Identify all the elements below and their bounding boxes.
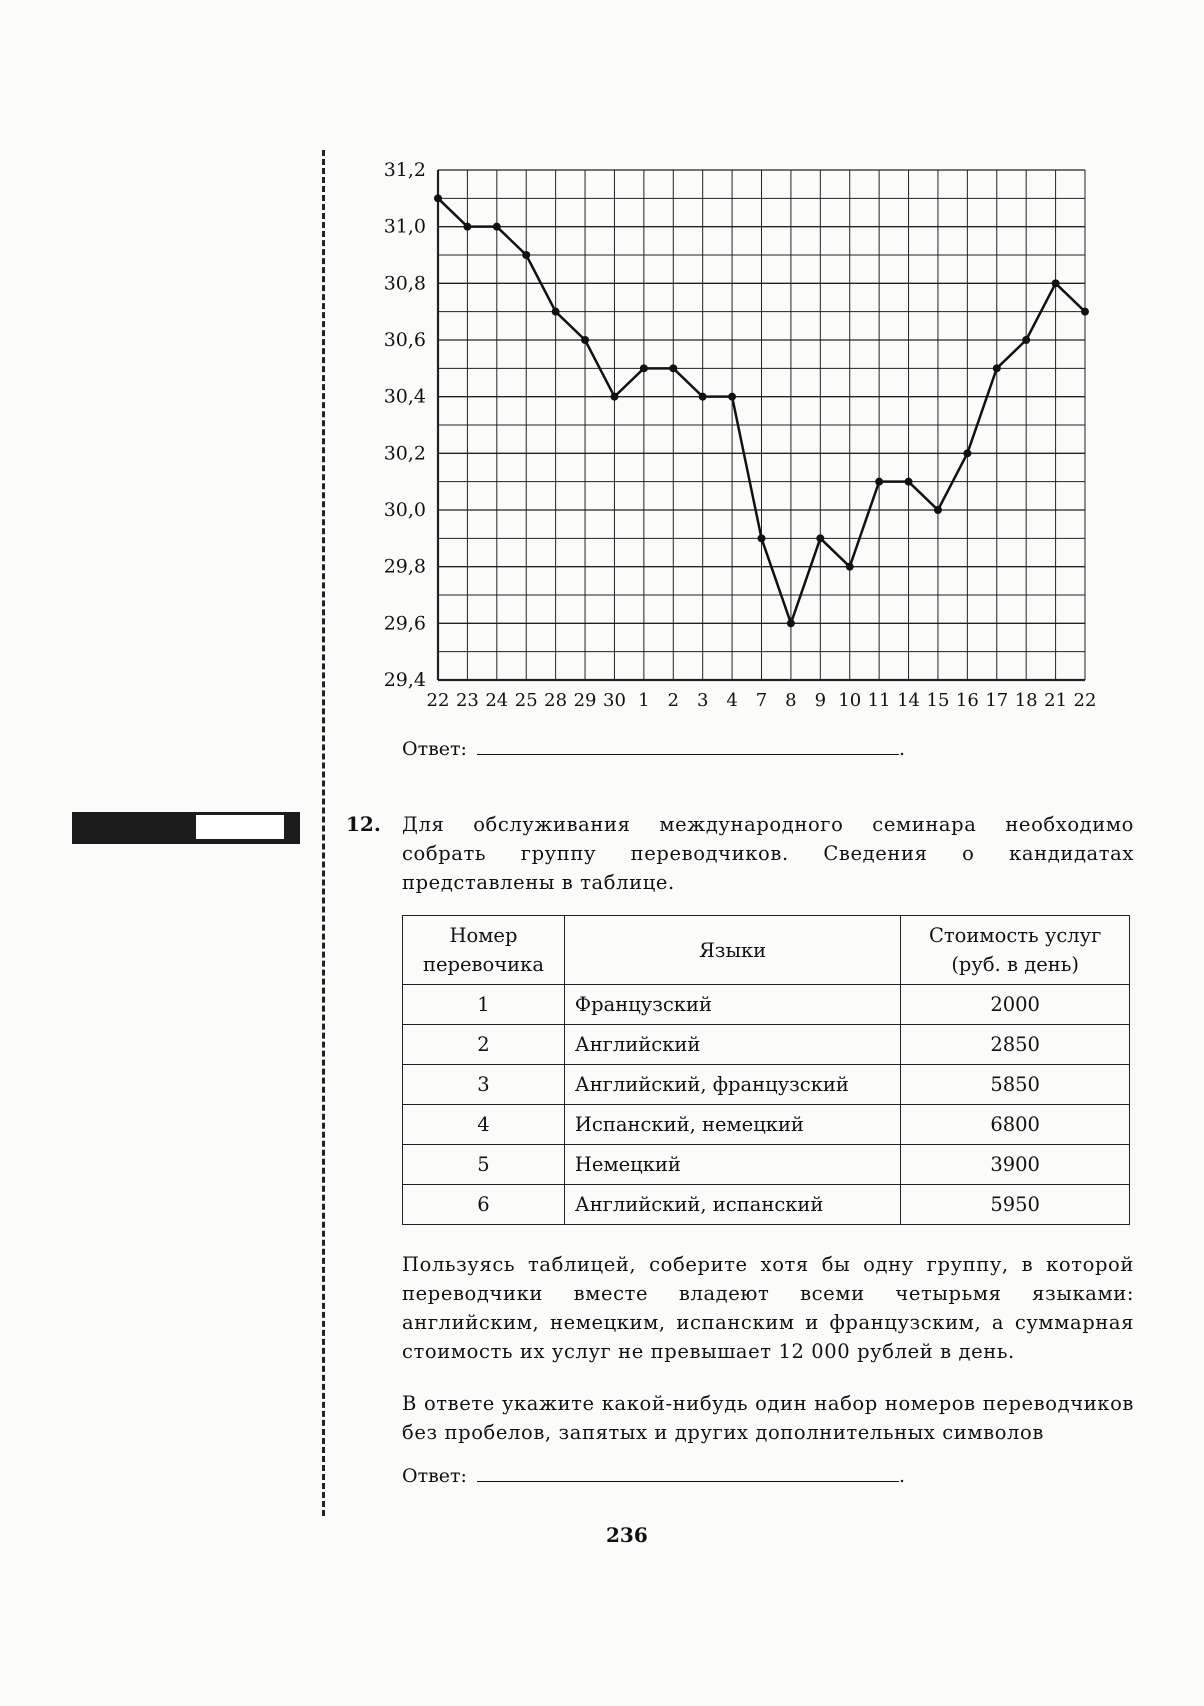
cell-number: 3	[403, 1065, 565, 1105]
table-row	[403, 1145, 1130, 1185]
cell-number: 6	[403, 1185, 565, 1225]
line-chart	[360, 148, 1120, 718]
x-tick-label: 1	[638, 690, 650, 711]
data-point	[699, 393, 707, 401]
table-row	[403, 1065, 1130, 1105]
x-tick-label: 18	[1014, 690, 1038, 711]
cell-cost: 5950	[901, 1185, 1130, 1225]
cell-languages: Английский, французский	[564, 1065, 900, 1105]
data-point	[905, 478, 913, 486]
data-point	[463, 223, 471, 231]
data-point	[1022, 336, 1030, 344]
data-point	[816, 534, 824, 542]
data-point	[1081, 308, 1089, 316]
x-tick-label: 17	[985, 690, 1009, 711]
x-tick-label: 30	[603, 690, 626, 711]
data-point	[875, 478, 883, 486]
y-tick-label: 30,0	[383, 499, 426, 521]
y-tick-label: 30,8	[383, 272, 426, 295]
x-tick-label: 7	[755, 690, 768, 711]
cell-languages: Немецкий	[564, 1145, 900, 1185]
x-tick-label: 4	[726, 690, 738, 711]
cell-number: 1	[403, 985, 565, 1025]
cell-languages: Испанский, немецкий	[564, 1105, 900, 1145]
x-tick-label: 29	[573, 690, 597, 711]
y-tick-label: 31,0	[383, 215, 426, 238]
chart-answer-label: Ответ:	[402, 738, 467, 760]
x-tick-label: 2	[667, 690, 679, 711]
header-number: Номер перевочика	[403, 916, 565, 985]
question-answer-label: Ответ:	[402, 1465, 467, 1487]
x-tick-label: 28	[544, 690, 568, 711]
x-tick-label: 23	[455, 690, 479, 711]
x-tick-label: 11	[867, 690, 891, 711]
cell-cost: 5850	[901, 1065, 1130, 1105]
x-tick-label: 16	[955, 690, 979, 711]
y-tick-label: 31,2	[383, 159, 426, 181]
question-intro: Для обслуживания международного семинара необходимо собрать группу переводчиков. Сведения о кандидатах представлены в таблице.	[402, 813, 1134, 894]
chart-grid	[438, 170, 1085, 680]
cell-languages: Французский	[564, 985, 900, 1025]
chart-x-ticks	[427, 690, 1097, 711]
cell-number: 4	[403, 1105, 565, 1145]
y-tick-label: 30,2	[383, 442, 426, 465]
y-tick-label: 29,4	[383, 669, 426, 691]
x-tick-label: 3	[696, 690, 709, 711]
question-answer-input[interactable]	[477, 1463, 899, 1482]
table-row	[403, 985, 1130, 1025]
data-point	[787, 619, 795, 627]
y-tick-label: 29,6	[383, 612, 426, 635]
cell-cost: 3900	[901, 1145, 1130, 1185]
x-tick-label: 9	[814, 690, 827, 711]
table-row	[403, 1185, 1130, 1225]
question-answer-end: .	[898, 1465, 905, 1487]
data-point	[493, 223, 501, 231]
data-point	[963, 449, 971, 457]
table-row	[403, 1105, 1130, 1145]
x-tick-label: 22	[1073, 690, 1097, 711]
data-point	[846, 563, 854, 571]
page-number: 236	[606, 1523, 648, 1547]
data-point	[434, 194, 442, 202]
header-cost: Стоимость услуг (руб. в день)	[901, 916, 1130, 985]
x-tick-label: 14	[897, 690, 920, 711]
x-tick-label: 22	[426, 690, 450, 711]
data-point	[669, 364, 677, 372]
cell-number: 5	[403, 1145, 565, 1185]
x-tick-label: 24	[485, 690, 509, 711]
cut-line	[322, 150, 325, 1516]
question-answer-row	[402, 1463, 905, 1487]
cell-cost: 2850	[901, 1025, 1130, 1065]
cell-languages: Английский, испанский	[564, 1185, 900, 1225]
data-point	[758, 534, 766, 542]
data-point	[552, 308, 560, 316]
y-tick-label: 30,4	[383, 385, 426, 408]
data-point	[728, 393, 736, 401]
question-number: 12.	[346, 812, 381, 836]
chart-answer-input[interactable]	[477, 736, 899, 755]
data-point	[522, 251, 530, 259]
cell-number: 2	[403, 1025, 565, 1065]
chart-y-ticks	[384, 159, 426, 691]
x-tick-label: 8	[785, 690, 797, 711]
cell-cost: 2000	[901, 985, 1130, 1025]
data-point	[993, 364, 1001, 372]
cell-languages: Английский	[564, 1025, 900, 1065]
chart-answer-end: .	[898, 738, 905, 760]
data-point	[610, 393, 618, 401]
translators-table	[402, 915, 1130, 1225]
table-row	[403, 1025, 1130, 1065]
x-tick-label: 25	[514, 690, 538, 711]
x-tick-label: 10	[838, 690, 862, 711]
answer-box-field[interactable]	[196, 815, 284, 839]
question-task: Пользуясь таблицей, соберите хотя бы одну группу, в которой переводчики вместе владеют всеми четырьмя языками: английским, немецким, испанским и французским, а суммарная стоимость их услуг не превышает 12 000 рублей в день.	[402, 1253, 1134, 1363]
header-languages: Языки	[564, 916, 900, 985]
x-tick-label: 15	[926, 690, 950, 711]
cell-cost: 6800	[901, 1105, 1130, 1145]
table-header-row	[403, 916, 1130, 985]
chart-answer-row	[402, 736, 905, 760]
data-point	[640, 364, 648, 372]
y-tick-label: 29,8	[383, 555, 426, 578]
question-instruction: В ответе укажите какой-нибудь один набор номеров переводчиков без пробелов, запятых и других дополнительных символов	[402, 1392, 1134, 1444]
data-point	[581, 336, 589, 344]
data-point	[934, 506, 942, 514]
x-tick-label: 21	[1044, 690, 1068, 711]
y-tick-label: 30,6	[383, 329, 426, 351]
data-point	[1052, 279, 1060, 287]
